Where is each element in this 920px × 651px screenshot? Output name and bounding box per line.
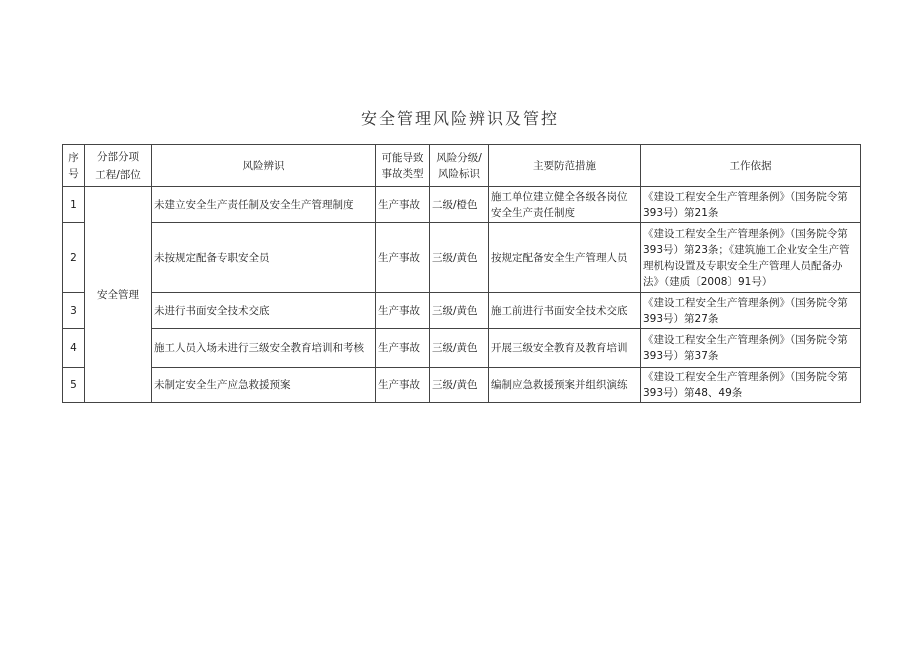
row-seq: 3 [63, 293, 85, 329]
header-department-line1: 分部分项 [97, 150, 139, 163]
measure-line: 按规定配备安全生产管理人员 [491, 251, 628, 264]
risk-level-cell: 三级/黄色 [430, 223, 489, 293]
header-risk-level-line2: 风险标识 [438, 167, 480, 180]
basis-line: 理机构设置及专职安全生产管理人员配备办 [643, 259, 843, 272]
header-row [63, 145, 861, 187]
risk-level-cell: 三级/黄色 [430, 329, 489, 368]
risk-cell: 未制定安全生产应急救援预案 [152, 368, 376, 403]
measure-cell [489, 293, 641, 329]
basis-line: 《建设工程安全生产管理条例》（国务院令第 [643, 334, 848, 346]
basis-cell [641, 368, 861, 403]
measure-cell [489, 223, 641, 293]
basis-line: 《建设工程安全生产管理条例》（国务院令第 [643, 296, 848, 309]
measure-cell [489, 368, 641, 403]
accident-type-cell: 生产事故 [376, 329, 430, 368]
header-seq-line2: 号 [68, 167, 79, 180]
risk-cell: 未建立安全生产责任制及安全生产管理制度 [152, 187, 376, 223]
header-seq-line1: 序 [68, 151, 79, 164]
measure-line: 安全生产责任制度 [491, 206, 575, 219]
header-risk-level-line1: 风险分级/ [436, 151, 482, 164]
table-row [63, 368, 861, 403]
measure-line: 施工前进行书面安全技术交底 [491, 304, 628, 317]
table-row [63, 187, 861, 223]
department-cell: 安全管理 [85, 187, 152, 403]
accident-type-cell: 生产事故 [376, 223, 430, 293]
basis-line: 《建设工程安全生产管理条例》（国务院令第 [643, 190, 848, 203]
header-risk-level [430, 145, 489, 187]
measure-cell [489, 187, 641, 223]
basis-line: 393号）第37条 [643, 350, 719, 362]
basis-line: 法》（建质〔2008〕91号） [643, 275, 773, 288]
basis-cell [641, 329, 861, 368]
table-row [63, 329, 861, 368]
table-row [63, 223, 861, 293]
header-department-line2: 工程/部位 [95, 168, 141, 181]
row-seq: 4 [63, 329, 85, 368]
basis-line: 393号）第23条；《建筑施工企业安全生产管 [643, 243, 850, 256]
header-accident-type [376, 145, 430, 187]
basis-line: 393号）第27条 [643, 312, 719, 325]
row-seq: 1 [63, 187, 85, 223]
risk-level-cell: 二级/橙色 [430, 187, 489, 223]
basis-line: 393号）第21条 [643, 206, 719, 219]
table-row [63, 293, 861, 329]
header-basis: 工作依据 [641, 145, 861, 187]
basis-cell [641, 293, 861, 329]
row-seq: 2 [63, 223, 85, 293]
risk-cell: 施工人员入场未进行三级安全教育培训和考核 [152, 329, 376, 368]
risk-table [62, 144, 861, 403]
row-seq: 5 [63, 368, 85, 403]
header-risk: 风险辨识 [152, 145, 376, 187]
accident-type-cell: 生产事故 [376, 368, 430, 403]
risk-cell: 未进行书面安全技术交底 [152, 293, 376, 329]
accident-type-cell: 生产事故 [376, 293, 430, 329]
basis-cell [641, 223, 861, 293]
basis-line: 《建设工程安全生产管理条例》（国务院令第 [643, 371, 848, 383]
basis-line: 393号）第48、49条 [643, 387, 743, 399]
accident-type-cell: 生产事故 [376, 187, 430, 223]
risk-level-cell: 三级/黄色 [430, 368, 489, 403]
measure-line: 开展三级安全教育及教育培训 [491, 342, 628, 354]
header-accident-type-line1: 可能导致 [381, 151, 424, 164]
header-accident-type-line2: 事故类型 [381, 167, 424, 180]
header-measures: 主要防范措施 [489, 145, 641, 187]
basis-line: 《建设工程安全生产管理条例》（国务院令第 [643, 227, 848, 240]
page-title: 安全管理风险辨识及管控 [360, 109, 559, 128]
basis-cell [641, 187, 861, 223]
measure-line: 编制应急救援预案并组织演练 [491, 379, 628, 391]
measure-line: 施工单位建立健全各级各岗位 [491, 190, 628, 203]
measure-cell [489, 329, 641, 368]
risk-cell: 未按规定配备专职安全员 [152, 223, 376, 293]
header-department [85, 145, 152, 187]
risk-level-cell: 三级/黄色 [430, 293, 489, 329]
header-seq [63, 145, 85, 187]
